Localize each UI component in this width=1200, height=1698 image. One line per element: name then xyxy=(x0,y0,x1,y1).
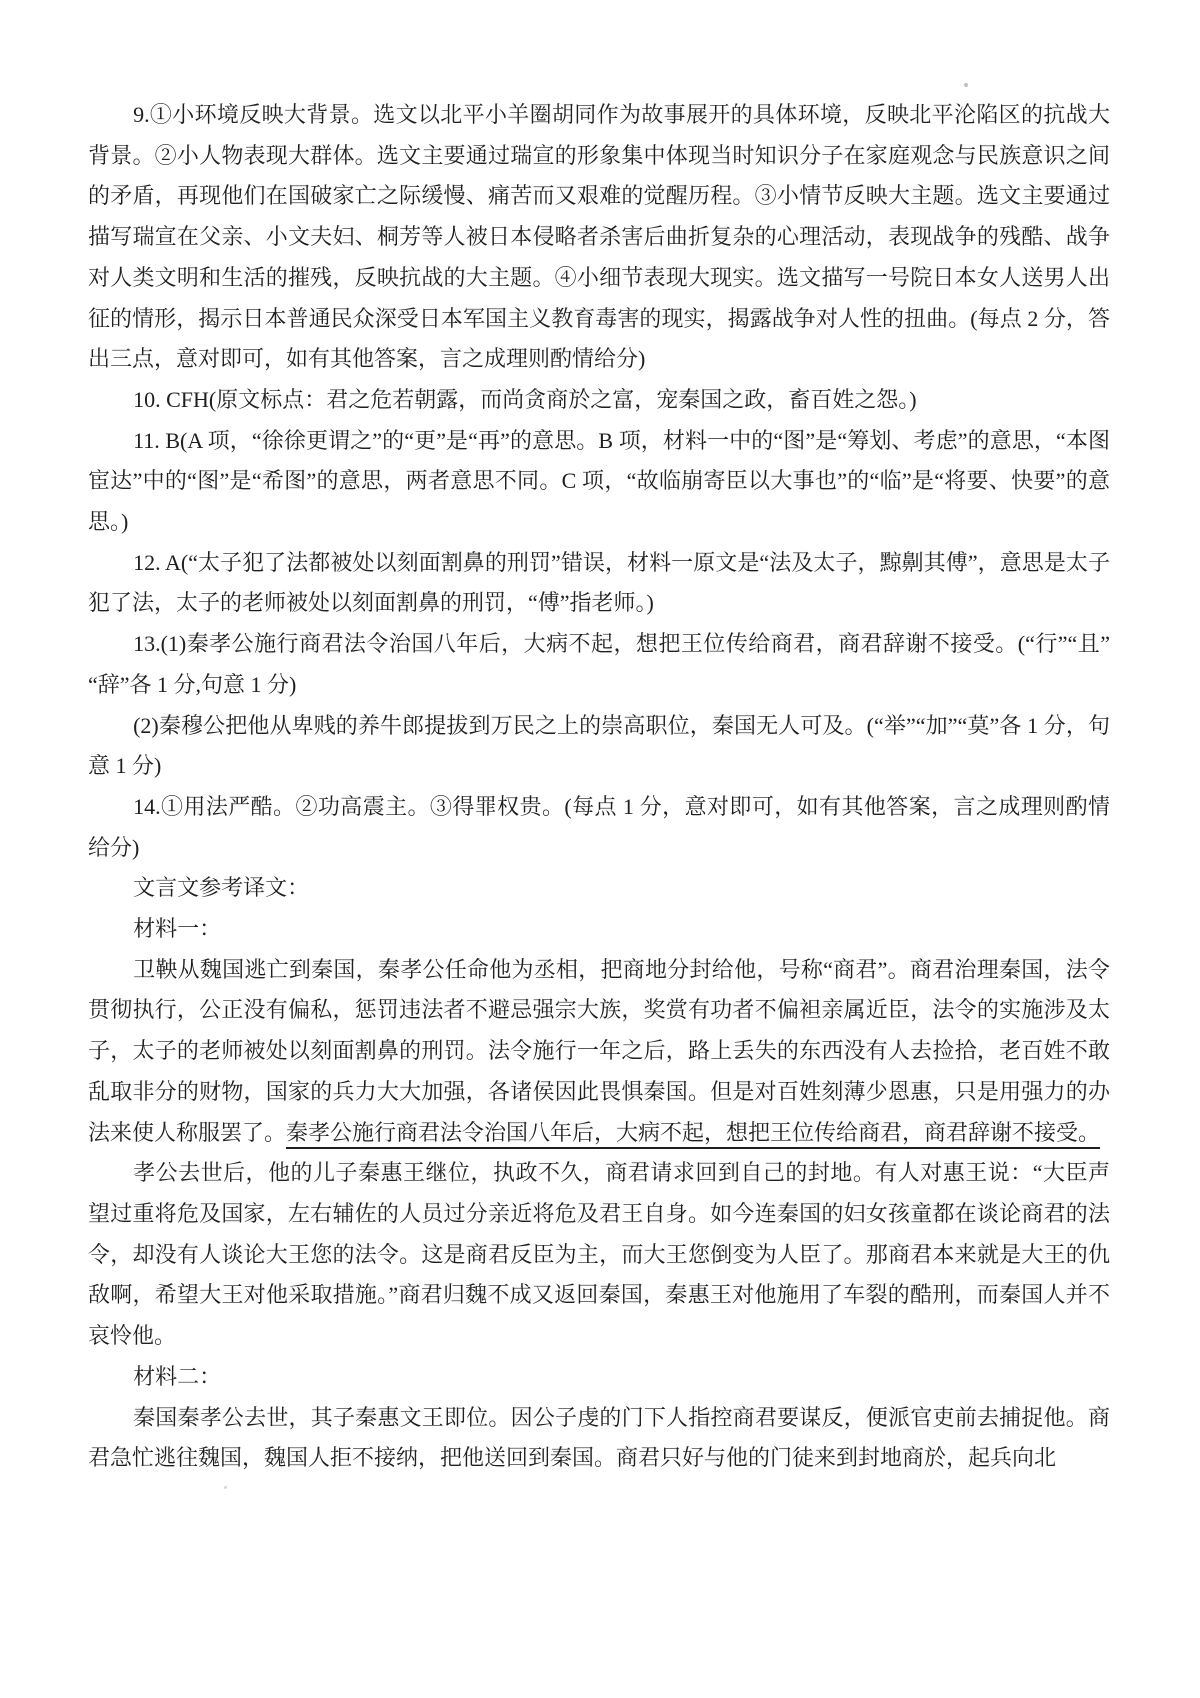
material-1-heading xyxy=(88,909,1110,950)
scan-speck xyxy=(964,83,968,87)
translation-heading-text: 文言文参考译文： xyxy=(133,875,310,901)
answer-14-text: 14.①用法严酷。②功高震主。③得罪权贵。(每点 1 分，意对即可，如有其他答案，言之成理则酌情给分) xyxy=(88,793,1110,860)
material-1-paragraph-2-text: 孝公去世后，他的儿子秦惠王继位，执政不久，商君请求回到自己的封地。有人对惠王说：“大臣声望过重将危及国家，左右辅佐的人员过分亲近将危及君王自身。如今连秦国的妇女孩童都在谈论商君的法令，却没有人谈论大王您的法令。这是商君反臣为主，而大王您倒变为人臣了。那商君本来就是大王的仇敌啊，希望大王对他采取措施。”商君归魏不成又返回秦国，秦惠王对他施用了车裂的酷刑，而秦国人并不哀怜他。 xyxy=(88,1160,1110,1349)
answer-9 xyxy=(88,95,1110,380)
translation-heading xyxy=(88,868,1110,909)
answer-12 xyxy=(88,543,1110,624)
scan-speck xyxy=(224,1486,227,1489)
material-1-paragraph-1-underlined-text: 秦孝公施行商君法令治国八年后，大病不起，想把王位传给商君，商君辞谢不接受。 xyxy=(286,1119,1101,1145)
material-1-paragraph-2 xyxy=(88,1153,1110,1357)
answer-13-part-2 xyxy=(88,706,1110,787)
answer-13-part-1 xyxy=(88,624,1110,705)
material-2-paragraph-1 xyxy=(88,1398,1110,1479)
material-2-heading-text: 材料二： xyxy=(133,1363,222,1389)
answer-14 xyxy=(88,787,1110,868)
answer-11 xyxy=(88,421,1110,543)
material-1-paragraph-1 xyxy=(88,950,1110,1154)
material-2-paragraph-1-text: 秦国秦孝公去世，其子秦惠文王即位。因公子虔的门下人指控商君要谋反，便派官吏前去捕捉他。商君急忙逃往魏国，魏国人拒不接纳，把他送回到秦国。商君只好与他的门徒来到封地商於，起兵向北 xyxy=(88,1404,1110,1471)
material-2-heading xyxy=(88,1357,1110,1398)
answer-13-part-2-text: (2)秦穆公把他从卑贱的养牛郎提拔到万民之上的崇高职位，秦国无人可及。(“举”“加”“莫”各 1 分，句意 1 分) xyxy=(88,712,1110,779)
answer-12-text: 12. A(“太子犯了法都被处以刻面割鼻的刑罚”错误，材料一原文是“法及太子，黥劓其傅”，意思是太子犯了法，太子的老师被处以刻面割鼻的刑罚，“傅”指老师。) xyxy=(88,549,1110,616)
answer-10-text: 10. CFH(原文标点：君之危若朝露，而尚贪商於之富，宠秦国之政，畜百姓之怨。) xyxy=(133,386,917,412)
material-1-paragraph-1-text: 卫鞅从魏国逃亡到秦国，秦孝公任命他为丞相，把商地分封给他，号称“商君”。商君治理秦国，法令贯彻执行，公正没有偏私，惩罚违法者不避忌强宗大族，奖赏有功者不偏袒亲属近臣，法令的实施涉及太子，太子的老师被处以刻面割鼻的刑罚。法令施行一年之后，路上丢失的东西没有人去捡拾，老百姓不敢乱取非分的财物，国家的兵力大大加强，各诸侯因此畏惧秦国。但是对百姓刻薄少恩惠，只是用强力的办法来使人称服罢了。 xyxy=(88,956,1110,1145)
answer-10 xyxy=(88,380,1110,421)
material-1-heading-text: 材料一： xyxy=(133,916,222,942)
answer-11-text: 11. B(A 项，“徐徐更谓之”的“更”是“再”的意思。B 项，材料一中的“图”是“筹划、考虑”的意思，“本图宦达”中的“图”是“希图”的意思，两者意思不同。C 项，“故临崩寄臣以大事也”的“临”是“将要、快要”的意思。) xyxy=(88,427,1110,535)
answer-9-text: 9.①小环境反映大背景。选文以北平小羊圈胡同作为故事展开的具体环境，反映北平沦陷区的抗战大背景。②小人物表现大群体。选文主要通过瑞宣的形象集中体现当时知识分子在家庭观念与民族意识之间的矛盾，再现他们在国破家亡之际缓慢、痛苦而又艰难的觉醒历程。③小情节反映大主题。选文主要通过描写瑞宣在父亲、小文夫妇、桐芳等人被日本侵略者杀害后曲折复杂的心理活动，表现战争的残酷、战争对人类文明和生活的摧残，反映抗战的大主题。④小细节表现大现实。选文描写一号院日本女人送男人出征的情形，揭示日本普通民众深受日本军国主义教育毒害的现实，揭露战争对人性的扭曲。(每点 2 分，答出三点，意对即可，如有其他答案，言之成理则酌情给分) xyxy=(88,102,1110,372)
answer-13-part-1-text: 13.(1)秦孝公施行商君法令治国八年后，大病不起，想把王位传给商君，商君辞谢不接受。(“行”“且”“辞”各 1 分,句意 1 分) xyxy=(88,631,1110,697)
